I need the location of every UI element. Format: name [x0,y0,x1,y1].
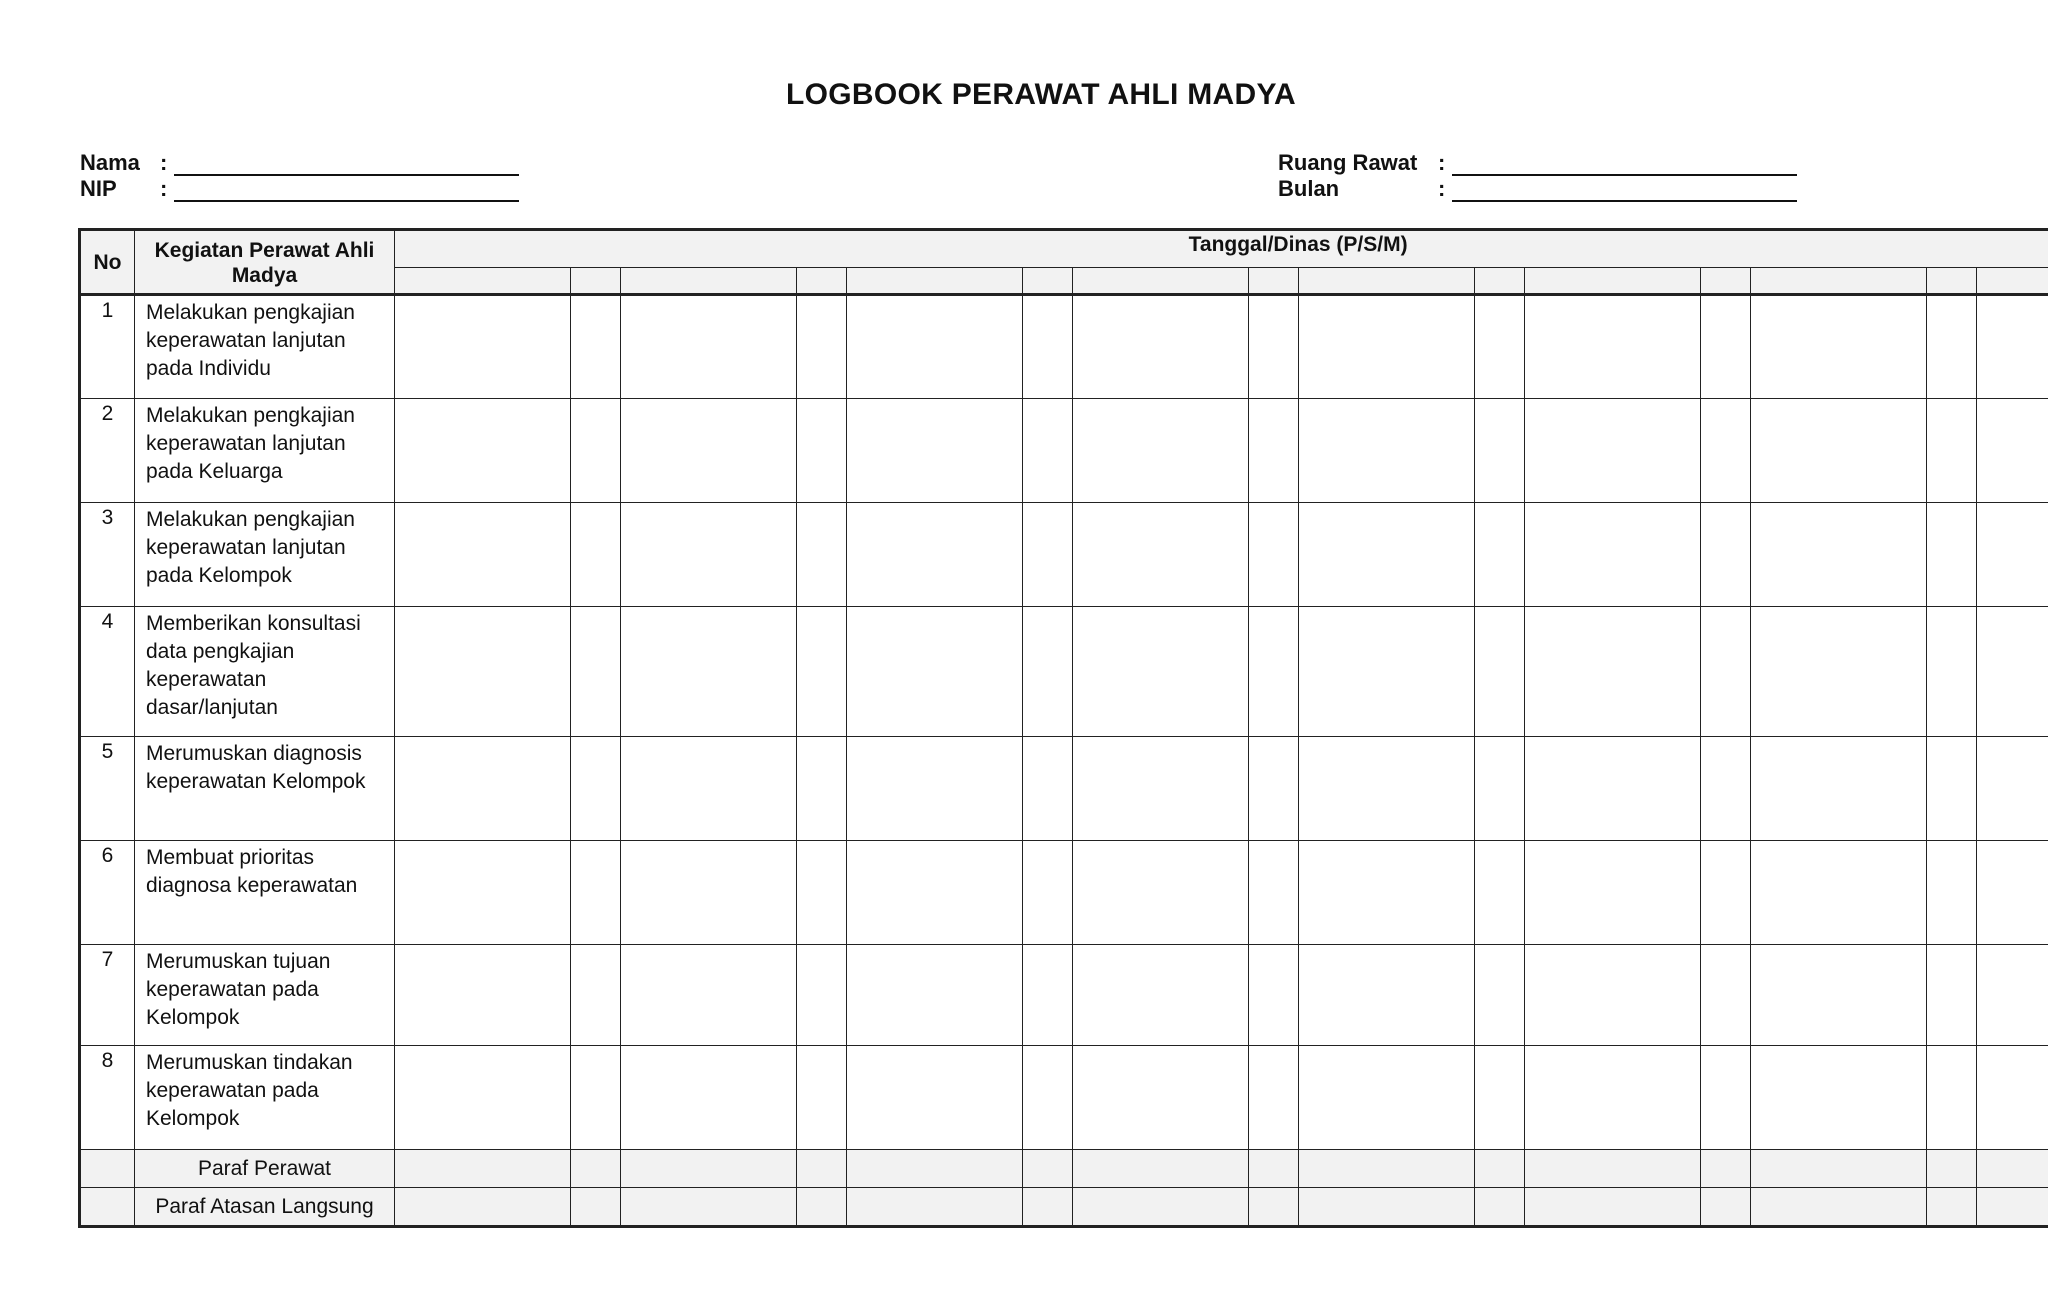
entry-cell[interactable] [1299,945,1475,1046]
entry-cell[interactable] [797,841,847,945]
entry-cell[interactable] [1023,841,1073,945]
signature-cell[interactable] [571,1150,621,1188]
entry-cell[interactable] [395,295,571,399]
signature-cell[interactable] [621,1150,797,1188]
signature-cell[interactable] [1073,1150,1249,1188]
entry-cell[interactable] [1701,503,1751,607]
entry-cell[interactable] [1525,737,1701,841]
entry-cell[interactable] [797,399,847,503]
signature-cell[interactable] [1073,1188,1249,1227]
entry-cell[interactable] [1751,399,1927,503]
entry-cell[interactable] [621,503,797,607]
entry-cell[interactable] [797,945,847,1046]
date-subheader-cell[interactable] [1475,268,1525,295]
entry-cell[interactable] [1073,945,1249,1046]
entry-cell[interactable] [621,945,797,1046]
nip-label: NIP [80,176,117,201]
entry-cell[interactable] [1023,607,1073,737]
activity-row [80,1046,2048,1150]
footer-blank-cell [80,1188,135,1227]
entry-cell[interactable] [1475,1046,1525,1150]
entry-cell[interactable] [1927,503,1977,607]
entry-cell[interactable] [621,1046,797,1150]
entry-cell[interactable] [1249,945,1299,1046]
entry-cell[interactable] [1751,1046,1927,1150]
entry-cell[interactable] [621,737,797,841]
row-number: 2 [80,399,135,503]
signature-cell[interactable] [1023,1188,1073,1227]
date-subheader-cell[interactable] [1023,268,1073,295]
signature-cell[interactable] [1977,1150,2048,1188]
entry-cell[interactable] [1927,841,1977,945]
entry-cell[interactable] [1073,503,1249,607]
activity-description: Melakukan pengkajian keperawatan lanjutan pada Kelompok [135,503,395,607]
activity-description: Melakukan pengkajian keperawatan lanjutan pada Individu [135,295,395,399]
date-subheader-cell[interactable] [1249,268,1299,295]
entry-cell[interactable] [1701,295,1751,399]
entry-cell[interactable] [1977,399,2048,503]
signature-cell[interactable] [1977,1188,2048,1227]
entry-cell[interactable] [1023,1046,1073,1150]
entry-cell[interactable] [1701,399,1751,503]
date-subheader-cell[interactable] [847,268,1023,295]
ruang-rawat-field [1278,150,1797,176]
entry-cell[interactable] [1525,503,1701,607]
header-kegiatan: Kegiatan Perawat Ahli Madya [135,230,395,295]
entry-cell[interactable] [1299,841,1475,945]
entry-cell[interactable] [1073,607,1249,737]
entry-cell[interactable] [1701,1046,1751,1150]
date-subheader-cell[interactable] [1927,268,1977,295]
ruang-rawat-colon: : [1438,150,1446,175]
nama-colon: : [160,150,168,175]
entry-cell[interactable] [1525,399,1701,503]
activity-row [80,295,2048,399]
activity-row [80,503,2048,607]
ruang-rawat-line[interactable] [1452,152,1797,176]
signature-cell[interactable] [797,1150,847,1188]
entry-cell[interactable] [1701,607,1751,737]
entry-cell[interactable] [1073,399,1249,503]
signature-cell[interactable] [1249,1188,1299,1227]
row-number: 4 [80,607,135,737]
row-number: 8 [80,1046,135,1150]
entry-cell[interactable] [1977,841,2048,945]
entry-cell[interactable] [1249,841,1299,945]
entry-cell[interactable] [1299,607,1475,737]
nama-field [80,150,519,176]
activity-row [80,399,2048,503]
signature-cell[interactable] [621,1188,797,1227]
header-no: No [80,230,135,295]
entry-cell[interactable] [621,399,797,503]
entry-cell[interactable] [1073,1046,1249,1150]
entry-cell[interactable] [395,841,571,945]
entry-cell[interactable] [1475,399,1525,503]
footer-label: Paraf Atasan Langsung [135,1188,395,1227]
entry-cell[interactable] [847,1046,1023,1150]
signature-cell[interactable] [1475,1150,1525,1188]
bulan-label: Bulan [1278,176,1340,201]
signature-cell[interactable] [1927,1188,1977,1227]
signature-cell[interactable] [1249,1150,1299,1188]
nama-line[interactable] [174,152,519,176]
entry-cell[interactable] [571,737,621,841]
entry-cell[interactable] [1751,945,1927,1046]
signature-cell[interactable] [1751,1150,1927,1188]
nip-field [80,176,519,202]
entry-cell[interactable] [847,295,1023,399]
entry-cell[interactable] [621,295,797,399]
entry-cell[interactable] [1927,399,1977,503]
entry-cell[interactable] [395,607,571,737]
date-subheader-cell[interactable] [797,268,847,295]
entry-cell[interactable] [1977,1046,2048,1150]
entry-cell[interactable] [1023,503,1073,607]
paraf-perawat-row [80,1150,2048,1188]
bulan-line[interactable] [1452,178,1797,202]
entry-cell[interactable] [847,737,1023,841]
signature-cell[interactable] [1927,1150,1977,1188]
signature-cell[interactable] [1751,1188,1927,1227]
entry-cell[interactable] [1525,1046,1701,1150]
row-number: 6 [80,841,135,945]
activity-row [80,945,2048,1046]
entry-cell[interactable] [1525,295,1701,399]
activity-description: Memberikan konsultasi data pengkajian keperawatan dasar/lanjutan [135,607,395,737]
entry-cell[interactable] [847,841,1023,945]
entry-cell[interactable] [797,1046,847,1150]
entry-cell[interactable] [1525,945,1701,1046]
entry-cell[interactable] [1249,1046,1299,1150]
activity-row [80,737,2048,841]
entry-cell[interactable] [1701,945,1751,1046]
entry-cell[interactable] [571,607,621,737]
entry-cell[interactable] [1299,1046,1475,1150]
entry-cell[interactable] [1073,737,1249,841]
activity-description: Membuat prioritas diagnosa keperawatan [135,841,395,945]
entry-cell[interactable] [1023,945,1073,1046]
logbook-body [80,295,2048,1227]
entry-cell[interactable] [1927,607,1977,737]
entry-cell[interactable] [1249,503,1299,607]
date-subheader-cell[interactable] [1977,268,2048,295]
entry-cell[interactable] [1751,295,1927,399]
entry-cell[interactable] [1525,607,1701,737]
entry-cell[interactable] [395,737,571,841]
entry-cell[interactable] [395,399,571,503]
signature-cell[interactable] [1023,1150,1073,1188]
date-subheader-cell[interactable] [1073,268,1249,295]
entry-cell[interactable] [1023,737,1073,841]
nip-colon: : [160,176,168,201]
entry-cell[interactable] [395,503,571,607]
bulan-field [1278,176,1797,202]
activity-description: Merumuskan diagnosis keperawatan Kelompok [135,737,395,841]
page-title: LOGBOOK PERAWAT AHLI MADYA [785,78,1297,111]
signature-cell[interactable] [847,1150,1023,1188]
entry-cell[interactable] [571,399,621,503]
date-subheader-cell[interactable] [395,268,571,295]
date-subheader-cell[interactable] [1701,268,1751,295]
signature-cell[interactable] [395,1188,571,1227]
entry-cell[interactable] [1475,607,1525,737]
entry-cell[interactable] [621,841,797,945]
signature-cell[interactable] [847,1188,1023,1227]
entry-cell[interactable] [1475,295,1525,399]
signature-cell[interactable] [1525,1188,1701,1227]
row-number: 3 [80,503,135,607]
entry-cell[interactable] [1023,295,1073,399]
entry-cell[interactable] [1299,503,1475,607]
entry-cell[interactable] [571,503,621,607]
entry-cell[interactable] [621,607,797,737]
entry-cell[interactable] [571,295,621,399]
entry-cell[interactable] [1525,841,1701,945]
nip-line[interactable] [174,178,519,202]
date-subheader-cell[interactable] [571,268,621,295]
entry-cell[interactable] [797,295,847,399]
entry-cell[interactable] [797,607,847,737]
entry-cell[interactable] [1977,737,2048,841]
signature-cell[interactable] [1701,1150,1751,1188]
entry-cell[interactable] [571,1046,621,1150]
entry-cell[interactable] [1249,737,1299,841]
entry-cell[interactable] [1073,841,1249,945]
activity-row [80,841,2048,945]
row-number: 1 [80,295,135,399]
footer-blank-cell [80,1150,135,1188]
entry-cell[interactable] [1927,945,1977,1046]
date-subheader-cell[interactable] [621,268,797,295]
entry-cell[interactable] [1701,841,1751,945]
signature-cell[interactable] [395,1150,571,1188]
entry-cell[interactable] [797,737,847,841]
entry-cell[interactable] [1751,607,1927,737]
entry-cell[interactable] [1751,737,1927,841]
entry-cell[interactable] [1299,399,1475,503]
activity-description: Merumuskan tindakan keperawatan pada Kelompok [135,1046,395,1150]
activity-description: Melakukan pengkajian keperawatan lanjutan pada Keluarga [135,399,395,503]
entry-cell[interactable] [1927,1046,1977,1150]
signature-cell[interactable] [1475,1188,1525,1227]
entry-cell[interactable] [1475,945,1525,1046]
entry-cell[interactable] [797,503,847,607]
entry-cell[interactable] [1701,737,1751,841]
entry-cell[interactable] [1977,295,2048,399]
entry-cell[interactable] [1927,737,1977,841]
entry-cell[interactable] [1023,399,1073,503]
entry-cell[interactable] [1751,503,1927,607]
signature-cell[interactable] [571,1188,621,1227]
entry-cell[interactable] [1475,737,1525,841]
activity-row [80,607,2048,737]
entry-cell[interactable] [571,841,621,945]
entry-cell[interactable] [1249,607,1299,737]
entry-cell[interactable] [395,945,571,1046]
entry-cell[interactable] [1977,607,2048,737]
logbook-table [78,228,2048,1228]
date-subheader-cell[interactable] [1299,268,1475,295]
entry-cell[interactable] [395,1046,571,1150]
paraf-atasan-row [80,1188,2048,1227]
entry-cell[interactable] [1751,841,1927,945]
signature-cell[interactable] [1701,1188,1751,1227]
entry-cell[interactable] [1073,295,1249,399]
bulan-colon: : [1438,176,1446,201]
entry-cell[interactable] [1299,737,1475,841]
entry-cell[interactable] [571,945,621,1046]
entry-cell[interactable] [847,607,1023,737]
header-tanggal-dinas: Tanggal/Dinas (P/S/M) [395,230,2048,268]
nama-label: Nama [80,150,140,175]
entry-cell[interactable] [847,399,1023,503]
entry-cell[interactable] [847,503,1023,607]
entry-cell[interactable] [1977,503,2048,607]
row-number: 7 [80,945,135,1046]
entry-cell[interactable] [847,945,1023,1046]
entry-cell[interactable] [1475,841,1525,945]
ruang-rawat-label: Ruang Rawat [1278,150,1418,175]
row-number: 5 [80,737,135,841]
signature-cell[interactable] [1525,1150,1701,1188]
entry-cell[interactable] [1927,295,1977,399]
signature-cell[interactable] [1299,1188,1475,1227]
signature-cell[interactable] [797,1188,847,1227]
footer-label: Paraf Perawat [135,1150,395,1188]
entry-cell[interactable] [1299,295,1475,399]
date-subheader-cell[interactable] [1525,268,1701,295]
entry-cell[interactable] [1475,503,1525,607]
entry-cell[interactable] [1249,295,1299,399]
activity-description: Merumuskan tujuan keperawatan pada Kelompok [135,945,395,1046]
entry-cell[interactable] [1249,399,1299,503]
entry-cell[interactable] [1977,945,2048,1046]
date-subheader-cell[interactable] [1751,268,1927,295]
signature-cell[interactable] [1299,1150,1475,1188]
